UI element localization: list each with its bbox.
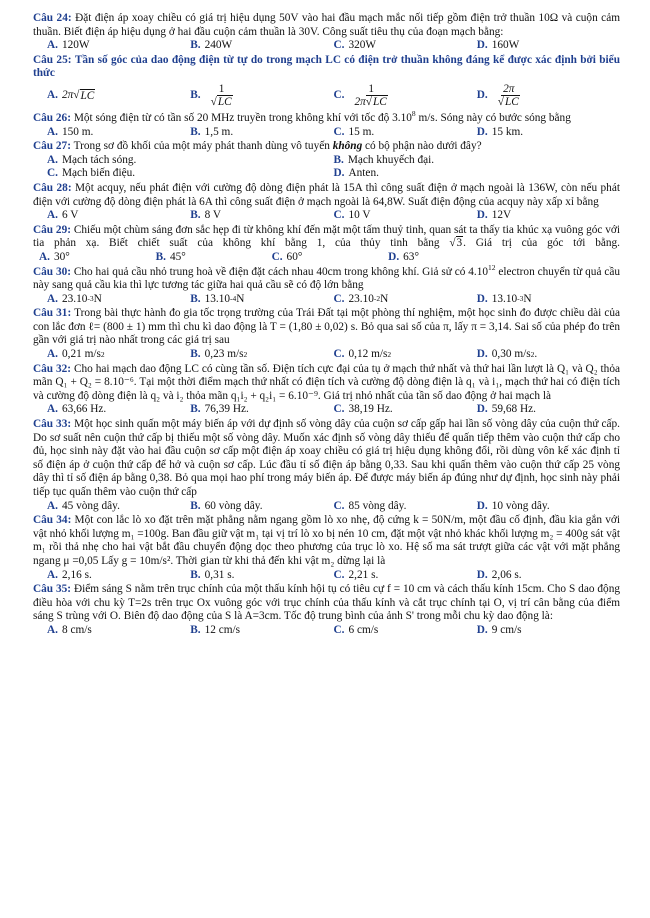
option-letter: C. <box>333 209 345 222</box>
option-text: 45 vòng dây. <box>61 499 120 512</box>
option-a[interactable] <box>47 89 190 104</box>
option-text: Mạch tách sóng. <box>61 153 137 166</box>
option-letter: C. <box>333 568 345 581</box>
formula-prefix: 2π <box>61 89 74 102</box>
option-letter: B. <box>190 623 201 636</box>
question-stem <box>33 262 620 293</box>
option-text: Mạch biến điệu. <box>61 167 136 180</box>
numerator: 1 <box>218 82 225 95</box>
option-letter: D. <box>476 568 488 581</box>
option-letter: C. <box>333 403 345 416</box>
question-text-cont: có bộ phận nào dưới đây? <box>362 140 482 153</box>
exponent: 8 <box>411 109 416 119</box>
option-text: 6 V <box>61 209 79 222</box>
question-stem <box>33 182 620 209</box>
option-letter: A. <box>47 153 58 166</box>
option-a[interactable] <box>47 126 190 140</box>
option-text: 63,66 Hz. <box>61 403 107 416</box>
question-text: Một acquy, nếu phát điện với cường độ dòng điện phát là 15A thì công suất điện ở mạch ngoài là 136W, còn nếu phát điện với cường độ dòng điện phát là 6A thì công suất điện ở mạch ngoài là 64,8W. Suất điện động của acquy này xấp xỉ bằng <box>33 181 620 208</box>
option-text: 13.10 <box>491 292 518 305</box>
option-text: 2,21 s. <box>348 568 379 581</box>
question-label: Câu 31: <box>33 307 72 320</box>
question-stem <box>33 54 620 81</box>
option-c[interactable] <box>334 624 477 638</box>
question-29 <box>33 224 620 265</box>
question-text-cont: . Giá trị của góc tới bằng. <box>463 237 620 250</box>
option-b[interactable] <box>190 126 333 140</box>
option-a[interactable] <box>47 569 190 583</box>
question-24 <box>33 12 620 53</box>
question-text: Trong sơ đồ khối của một máy phát thanh dùng vô tuyến <box>73 140 333 153</box>
question-text: Một con lắc lò xo đặt trên mặt phẳng nằm ngang gồm lò xo nhẹ, độ cứng k = 50N/m, một đầu cố định, đầu kia gắn với vật nhỏ khối lượng m₁ =100g. Ban đầu giữ vật m₁ tại vị trí lò xo bị nén 10 cm, đặt một vật nhỏ khác khối lượng m₂ = 400g sát vật m₁ rồi thả nhẹ cho hai vật bắt đầu chuyển động dọc theo phương của trục lò xo. Hệ số ma sát trượt giữa các vật với mặt phẳng ngang μ =0,05 Lấy g = 10m/s². Thời gian từ khi thả đến khi vật m₂ dừng lại là <box>33 514 620 567</box>
option-b[interactable] <box>190 209 333 223</box>
option-text: Anten. <box>348 167 379 180</box>
option-text: 60° <box>286 250 303 263</box>
question-label: Câu 25: <box>33 53 72 66</box>
question-label: Câu 35: <box>33 583 72 596</box>
question-stem <box>33 418 620 500</box>
option-letter: D. <box>388 250 400 263</box>
option-text: 160W <box>491 39 520 52</box>
question-label: Câu 26: <box>33 111 71 124</box>
option-letter: D. <box>476 209 488 222</box>
option-c[interactable] <box>334 126 477 140</box>
option-text: 2,16 s. <box>61 568 92 581</box>
question-27 <box>33 140 620 181</box>
option-letter: C. <box>47 167 58 180</box>
option-a[interactable] <box>47 624 190 638</box>
option-a[interactable] <box>47 154 334 168</box>
option-letter: C. <box>333 89 345 102</box>
option-b[interactable] <box>190 39 333 53</box>
numerator: 2π <box>503 82 515 95</box>
option-c[interactable]: C. 0,12 m/s 2 <box>333 348 392 361</box>
question-stem <box>33 224 620 265</box>
option-c[interactable] <box>47 167 334 181</box>
unit: N <box>523 292 532 305</box>
question-35 <box>33 583 620 637</box>
question-label: Câu 29: <box>33 223 71 236</box>
denominator: √LC <box>210 95 232 108</box>
option-text: 8 V <box>204 209 222 222</box>
option-text: 150 m. <box>61 125 94 138</box>
option-letter: D. <box>476 89 488 102</box>
unit: N <box>236 292 245 305</box>
option-letter: C. <box>271 250 283 263</box>
option-b[interactable] <box>334 154 621 168</box>
option-text: 38,19 Hz. <box>348 403 393 416</box>
option-text: 9 cm/s <box>491 623 522 636</box>
option-text: 23.10 <box>348 292 374 305</box>
sqrt-sign: √ <box>73 89 80 102</box>
option-c[interactable]: C. 23.10 -2 N <box>333 292 389 305</box>
option-text: 23.10 <box>61 292 88 305</box>
option-letter: A. <box>47 39 58 52</box>
fraction <box>352 83 389 109</box>
option-letter: D. <box>476 403 488 416</box>
option-text: 240W <box>204 39 233 52</box>
option-letter: A. <box>47 89 58 102</box>
option-text: 6 cm/s <box>348 623 379 636</box>
option-letter: A. <box>47 403 58 416</box>
option-d[interactable] <box>388 251 419 265</box>
option-letter: A. <box>39 250 50 263</box>
option-letter: A. <box>47 348 58 361</box>
option-letter: C. <box>333 39 345 52</box>
option-letter: C. <box>333 125 345 138</box>
option-d[interactable] <box>477 39 620 53</box>
question-30 <box>33 262 620 307</box>
question-stem <box>33 307 620 348</box>
option-a[interactable] <box>47 500 190 514</box>
option-c[interactable] <box>334 500 477 514</box>
option-c[interactable] <box>272 251 303 265</box>
option-letter: D. <box>476 499 488 512</box>
option-a[interactable]: A. 0,21 m/s 2 <box>47 348 105 361</box>
question-25 <box>33 54 620 111</box>
question-text: Tần số góc của dao động điện từ tự do trong mạch LC có điện trở thuần không đáng kể được xác định bởi biểu thức <box>33 53 620 80</box>
option-b[interactable] <box>190 624 333 638</box>
question-33 <box>33 418 620 513</box>
option-letter: A. <box>47 292 58 305</box>
option-letter: B. <box>190 568 201 581</box>
option-b[interactable] <box>190 83 333 109</box>
option-text: 2,06 s. <box>491 568 522 581</box>
question-text: Cho hai quả cầu nhỏ trung hoà về điện đặt cách nhau 40cm trong không khí. Giả sử có 4.10 <box>73 265 488 278</box>
question-26 <box>33 109 620 139</box>
inline-options <box>39 251 479 265</box>
question-text: Đặt điện áp xoay chiều có giá trị hiệu dụng 50V vào hai đầu mạch mắc nối tiếp gồm điện trở thuần 10Ω và cuộn cảm thuần. Biết điện áp hiệu dụng ở hai đầu cuộn cảm thuần là 30V. Công suất tiêu thụ của đoạn mạch bằng: <box>33 12 620 38</box>
question-text-cont: m/s. Sóng này có bước sóng bằng <box>415 111 571 124</box>
option-c[interactable] <box>334 209 477 223</box>
option-d[interactable] <box>334 167 621 181</box>
option-text: 76,39 Hz. <box>204 403 249 416</box>
question-stem <box>33 363 620 404</box>
denominator: 2π√LC <box>354 95 387 108</box>
option-text: 1,5 m. <box>204 125 234 138</box>
question-text: Một học sinh quấn một máy biến áp với dự định số vòng dây của cuộn sơ cấp gấp hai lần số vòng dây của cuộn thứ cấp. Do sơ suất nên cuộn thứ cấp bị thiếu một số vòng dây. Muốn xác định số vòng dây thiếu để quấn tiếp thêm vào cuộn thứ cấp cho đủ, học sinh này đặt vào hai đầu cuộn sơ cấp một điện áp xoay chiều có giá trị hiệu dụng không đổi, rồi dùng vôn kế xác định tỉ số điện áp ở cuộn thứ cấp để hở và cuộn sơ cấp. Lúc đầu tỉ số điện áp bằng 0,33. Sau khi quấn thêm vào cuộn thứ cấp 25 vòng dây thì tỉ số điện áp bằng 0,38. Bỏ qua mọi hao phí trong máy biến áp. Để được máy biến áp đúng như dự định, học sinh này phải tiếp tục quấn thêm vào cuộn thứ cấp <box>33 418 620 498</box>
question-label: Câu 27: <box>33 140 71 153</box>
option-letter: C. <box>333 499 345 512</box>
option-text: 0,31 s. <box>204 568 235 581</box>
option-a[interactable] <box>47 39 190 53</box>
option-d[interactable] <box>477 126 620 140</box>
option-text: 12V <box>491 209 512 222</box>
option-b[interactable]: B. 0,23 m/s 2 <box>190 348 248 361</box>
option-letter: A. <box>47 209 58 222</box>
option-c[interactable] <box>334 39 477 53</box>
radicand: LC <box>217 95 232 108</box>
option-a[interactable] <box>47 209 190 223</box>
question-label: Câu 32: <box>33 362 72 375</box>
option-text: 85 vòng dây. <box>348 499 407 512</box>
fraction <box>209 83 235 109</box>
fraction <box>496 83 522 109</box>
option-text: 45° <box>169 250 186 263</box>
numerator: 1 <box>368 82 374 95</box>
option-tail: . <box>534 348 538 361</box>
option-letter: C. <box>333 623 345 636</box>
option-text: Mạch khuyếch đại. <box>347 153 435 166</box>
denominator: √LC <box>497 95 519 108</box>
question-28 <box>33 182 620 223</box>
option-letter: A. <box>47 125 58 138</box>
radicand: 3 <box>456 237 463 250</box>
option-text: 15 km. <box>491 125 524 138</box>
denominator-prefix: 2π <box>354 95 366 108</box>
option-a[interactable] <box>47 403 190 417</box>
question-label: Câu 24: <box>33 12 72 24</box>
option-d[interactable] <box>477 403 620 417</box>
option-b[interactable] <box>190 403 333 417</box>
option-b[interactable] <box>190 569 333 583</box>
question-label: Câu 28: <box>33 181 72 194</box>
option-letter: D. <box>476 348 488 361</box>
option-b[interactable] <box>190 500 333 514</box>
emphasis-text: không <box>332 140 363 153</box>
option-letter: C. <box>333 292 345 305</box>
option-letter: B. <box>190 89 201 102</box>
radicand: LC <box>504 95 519 108</box>
question-text: Trong bài thực hành đo gia tốc trọng trường của Trái Đất tại một phòng thí nghiệm, một học sinh đo được chiều dài của con lắc đơn ℓ= (800 ± 1) mm thì chu kì dao động là T = (1,80 ± 0,02) s. Bỏ qua sai số của π, lấy π = 3,14. Sai số của phép đo trên gần với giá trị nào nhất trong các giá trị sau <box>33 307 621 347</box>
option-text: 0,23 m/s <box>204 348 244 361</box>
option-text: 30° <box>53 250 70 263</box>
unit: N <box>380 292 389 305</box>
option-letter: B. <box>333 153 344 166</box>
option-letter: D. <box>333 167 345 180</box>
option-letter: B. <box>190 348 201 361</box>
question-stem <box>33 12 620 39</box>
question-text-cont: electron chuyển từ quả cầu này sang quả cầu kia thì lực tương tác giữa hai quả cầu sẽ có độ lớn bằng <box>33 265 620 292</box>
option-d[interactable]: D. 13.10 -3 N <box>476 292 532 305</box>
option-letter: D. <box>476 125 488 138</box>
option-letter: A. <box>47 499 58 512</box>
option-letter: B. <box>190 209 201 222</box>
option-c[interactable] <box>334 569 477 583</box>
option-letter: B. <box>190 403 201 416</box>
unit: N <box>93 292 102 305</box>
option-text: 0,21 m/s <box>61 348 101 361</box>
option-d[interactable]: D. 0,30 m/s 2 . <box>476 348 538 361</box>
question-31 <box>33 307 620 361</box>
question-text: Cho hai mạch dao động LC có cùng tần số. Điện tích cực đại của tụ ở mạch thứ nhất và thứ hai lần lượt là Q₁ và Q₂ thỏa mãn Q₁ + Q₂ = 8.10⁻⁶. Tại một thời điểm mạch thứ nhất có điện tích và cường độ dòng điện là q₁ và i₁, mạch thứ hai có điện tích và cường độ dòng điện là q₂ và i₂ thỏa mãn q₁i₂ + q₂i₁ = 6.10⁻⁹. Giá trị nhỏ nhất của tần số dao động ở hai mạch là <box>33 362 620 402</box>
option-text: 10 vòng dây. <box>491 499 550 512</box>
option-b[interactable]: B. 13.10 -4 N <box>190 292 245 305</box>
option-letter: B. <box>190 39 201 52</box>
question-34 <box>33 514 620 582</box>
option-d[interactable] <box>477 83 620 109</box>
option-b[interactable] <box>156 251 186 265</box>
exponent: 12 <box>488 262 496 272</box>
question-stem <box>33 583 620 624</box>
option-a[interactable] <box>39 251 70 265</box>
option-text: 59,68 Hz. <box>491 403 536 416</box>
question-label: Câu 34: <box>33 514 72 527</box>
option-text: 63° <box>403 250 419 263</box>
option-letter: D. <box>476 623 488 636</box>
option-d[interactable] <box>477 209 620 223</box>
option-text: 320W <box>348 39 377 52</box>
option-c[interactable] <box>334 83 477 109</box>
option-text: 120W <box>61 39 90 52</box>
question-label: Câu 30: <box>33 265 71 278</box>
option-letter: B. <box>190 125 201 138</box>
option-text: 10 V <box>348 209 371 222</box>
option-d[interactable] <box>477 500 620 514</box>
question-text: Một sóng điện từ có tần số 20 MHz truyền trong không khí với tốc độ 3.10 <box>73 111 412 124</box>
question-stem <box>33 140 620 154</box>
option-text: 13.10 <box>204 292 231 305</box>
question-text: Điểm sáng S nằm trên trục chính của một thấu kính hội tụ có tiêu cự f = 10 cm và cách thấu kính 15cm. Cho S dao động điều hòa với chu kỳ T=2s trên trục Ox vuông góc với trục chính của thấu kính và cắt trục chính tại O, vị trí cân bằng của điểm sáng S trùng với O. Biên độ dao động của S là A=3cm. Tốc độ trung bình của ảnh S' trong mỗi chu kỳ dao động là: <box>33 583 620 623</box>
option-text: 0,12 m/s <box>348 348 388 361</box>
option-a[interactable]: A. 23.10 -3 N <box>47 292 102 305</box>
option-text: 15 m. <box>348 125 375 138</box>
question-32 <box>33 363 620 417</box>
option-letter: B. <box>155 250 166 263</box>
sqrt-sign: √ <box>449 237 456 250</box>
option-text: 0,30 m/s <box>491 348 531 361</box>
option-letter: B. <box>190 499 201 512</box>
option-letter: B. <box>190 292 201 305</box>
question-stem <box>33 109 620 126</box>
formula-radicand: LC <box>80 89 95 102</box>
radicand: LC <box>373 95 387 108</box>
question-text: Chiếu một chùm sáng đơn sắc hẹp đi từ không khí đến mặt một tấm thuỷ tinh, quan sát ta thấy tia khúc xạ vuông góc với tia phản xạ. Biết chiết suất của không khí bằng 1, của thủy tinh bằng <box>33 223 620 250</box>
question-label: Câu 33: <box>33 418 72 431</box>
option-letter: A. <box>47 623 58 636</box>
question-stem <box>33 514 620 568</box>
option-letter: C. <box>333 348 345 361</box>
option-d[interactable] <box>477 569 620 583</box>
option-letter: D. <box>476 39 488 52</box>
option-c[interactable] <box>334 403 477 417</box>
option-text: 12 cm/s <box>204 623 241 636</box>
option-letter: A. <box>47 568 58 581</box>
option-letter: D. <box>476 292 488 305</box>
option-text: 60 vòng dây. <box>204 499 263 512</box>
option-text: 8 cm/s <box>61 623 92 636</box>
option-d[interactable] <box>477 624 620 638</box>
